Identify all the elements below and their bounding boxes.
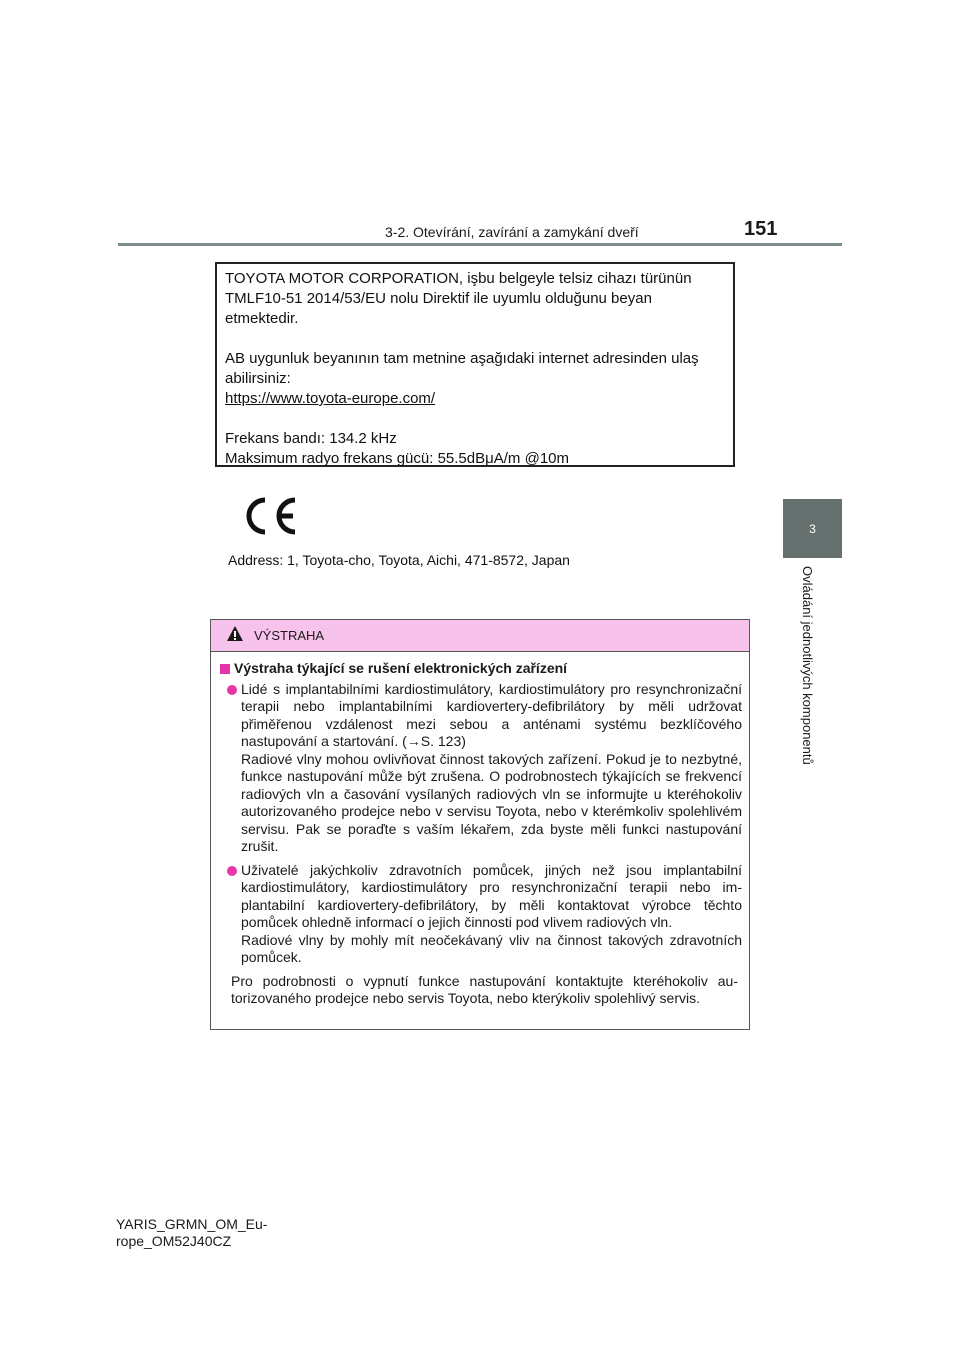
footer-line: rope_OM52J40CZ [116, 1233, 232, 1249]
warning-subheading-text: Výstraha týkající se rušení elektronických zařízení [234, 660, 568, 676]
round-bullet-icon [227, 685, 237, 695]
declaration-url: https://www.toyota-europe.com/ [225, 390, 436, 407]
warning-box [210, 619, 750, 1030]
paragraph: Pro podrobnosti o vypnutí funkce nastupování kontaktujte kteréhokoliv autorizovaného prodejce nebo servis Toyota, nebo kterýkoliv spolehlivý servis. [231, 972, 738, 1006]
list-item [219, 681, 742, 856]
manufacturer-address: Address: 1, Toyota-cho, Toyota, Aichi, 471-8572, Japan [228, 552, 570, 568]
declaration-line: Maksimum radyo frekans gücü: 55.5dBμA/m @10m [225, 450, 570, 467]
chapter-number: 3 [809, 521, 816, 536]
paragraph: Uživatelé jakýchkoliv zdravotních pomůcek, jiných než jsou implantabilní kardiostimulátory, kardiostimulátory pro resynchronizační terapii nebo implantabilní kardiovertery-defibrilátory, by měli kontaktovat výrobce těchto pomůcek ohledně informací o jejich činnosti pod vlivem radiových vln. [241, 861, 742, 930]
paragraph: Radiové vlny mohou ovlivňovat činnost takových zařízení. Pokud je to nezbytné, funkce nastupování může být zrušena. O podrobnostech týkajících se frekvencí radiových vln a časování vysílaných radiových vln se informujte u kteréhokoliv autorizovaného prodejce nebo v servisu Toyota, nebo v kterémkoliv spolehlivém servisu. Pak se poraďte s vaším lékařem, zda byste měli funkci nastupování zrušit. [241, 750, 742, 854]
declaration-line: etmektedir. [225, 310, 299, 327]
declaration-line: TMLF10-51 2014/53/EU nolu Direktif ile uyumlu olduğunu beyan [225, 290, 652, 307]
list-item [219, 862, 742, 967]
square-bullet-icon [220, 664, 230, 674]
declaration-box [215, 262, 735, 467]
warning-label: VÝSTRAHA [254, 628, 325, 643]
document-footer [116, 1216, 267, 1250]
warning-triangle-icon [226, 625, 244, 647]
footer-line: YARIS_GRMN_OM_Eu- [116, 1216, 268, 1232]
warning-body [211, 652, 749, 1008]
chapter-title: Ovládání jednotlivých komponentů [800, 566, 815, 765]
round-bullet-icon [227, 866, 237, 876]
declaration-line: TOYOTA MOTOR CORPORATION, işbu belgeyle telsiz cihazı türünün [225, 270, 692, 287]
header-divider [118, 243, 842, 246]
page-number: 151 [744, 218, 778, 240]
warning-subheading [219, 660, 742, 678]
paragraph: Lidé s implantabilními kardiostimulátory, kardiostimulátory pro resynchronizační terapii nebo implantabilními kardiovertery-defibrilátory by měli udržovat přiměřenou vzdálenost mezi sebou a anténami systému bezklíčového nastupování a startování. (→S. 123) [241, 680, 742, 749]
paragraph: Radiové vlny by mohly mít neočekávaný vliv na činnost takových zdravotních pomůcek. [241, 931, 742, 965]
ce-mark-icon [238, 494, 300, 543]
declaration-line: AB uygunluk beyanının tam metnine aşağıdaki internet adresinden ulaş [225, 350, 699, 367]
section-title: 3-2. Otevírání, zavírání a zamykání dveří [385, 224, 639, 240]
declaration-line: abilirsiniz: [225, 370, 291, 387]
warning-header [211, 620, 749, 652]
declaration-line: Frekans bandı: 134.2 kHz [225, 430, 397, 447]
warning-note [219, 973, 742, 1008]
chapter-tab [783, 499, 842, 558]
